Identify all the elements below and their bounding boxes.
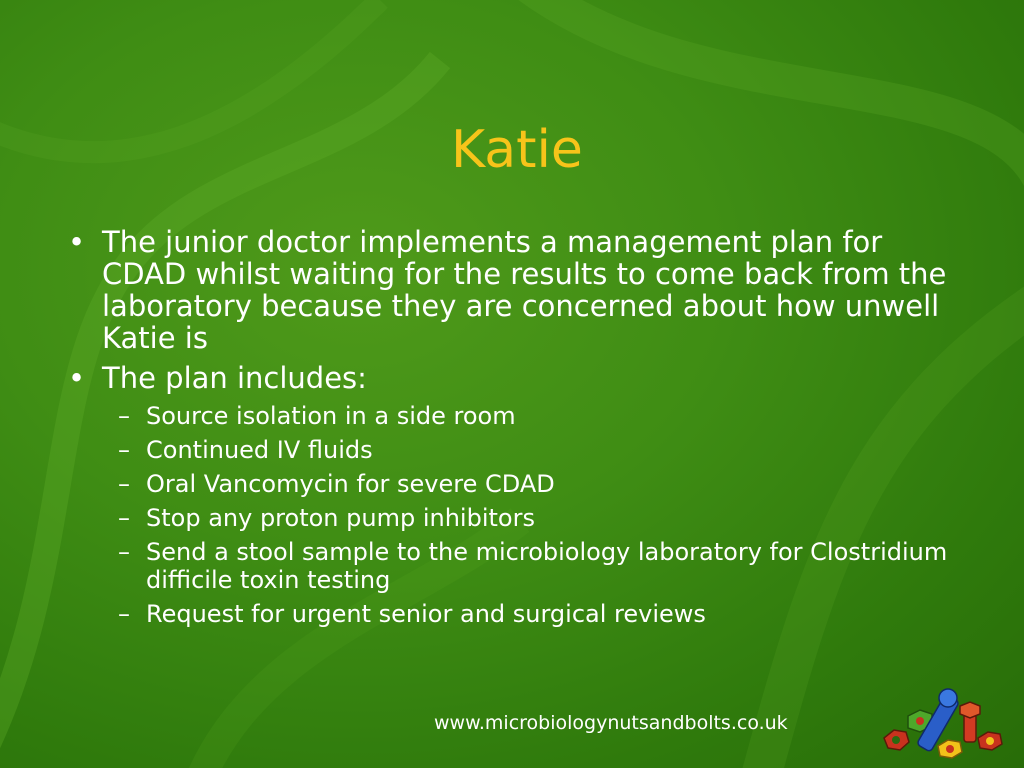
sub-bullet-text: Source isolation in a side room — [146, 402, 516, 430]
bullet-item — [68, 362, 968, 394]
nuts-and-bolts-logo-icon — [876, 686, 1006, 762]
sub-bullet-text: Continued IV fluids — [146, 436, 373, 464]
dash-marker: – — [118, 470, 130, 498]
bullet-text: The junior doctor implements a management plan for CDAD whilst waiting for the results to come back from the laboratory because they are concerned about how unwell Katie is — [102, 225, 947, 355]
bullet-item — [68, 226, 968, 354]
sub-bullet-item — [68, 504, 968, 532]
slide-title: Katie — [451, 120, 583, 180]
dash-marker: – — [118, 600, 130, 628]
sub-bullet-item — [68, 470, 968, 498]
sub-bullet-list — [68, 402, 968, 628]
sub-bullet-text: Send a stool sample to the microbiology laboratory for Clostridium difficile toxin testing — [146, 538, 948, 594]
sub-bullet-item — [68, 600, 968, 628]
dash-marker: – — [118, 436, 130, 464]
footer-website-link[interactable]: www.microbiologynutsandbolts.co.uk — [434, 712, 788, 734]
bullet-marker: • — [68, 225, 86, 259]
dash-marker: – — [118, 504, 130, 532]
sub-bullet-item — [68, 402, 968, 430]
dash-marker: – — [118, 402, 130, 430]
sub-bullet-text: Request for urgent senior and surgical reviews — [146, 600, 706, 628]
bullet-list — [68, 226, 968, 634]
bullet-text: The plan includes: — [102, 361, 367, 395]
sub-bullet-item — [68, 436, 968, 464]
sub-bullet-text: Oral Vancomycin for severe CDAD — [146, 470, 555, 498]
sub-bullet-text: Stop any proton pump inhibitors — [146, 504, 535, 532]
bullet-marker: • — [68, 361, 86, 395]
sub-bullet-item — [68, 538, 968, 594]
dash-marker: – — [118, 538, 130, 566]
